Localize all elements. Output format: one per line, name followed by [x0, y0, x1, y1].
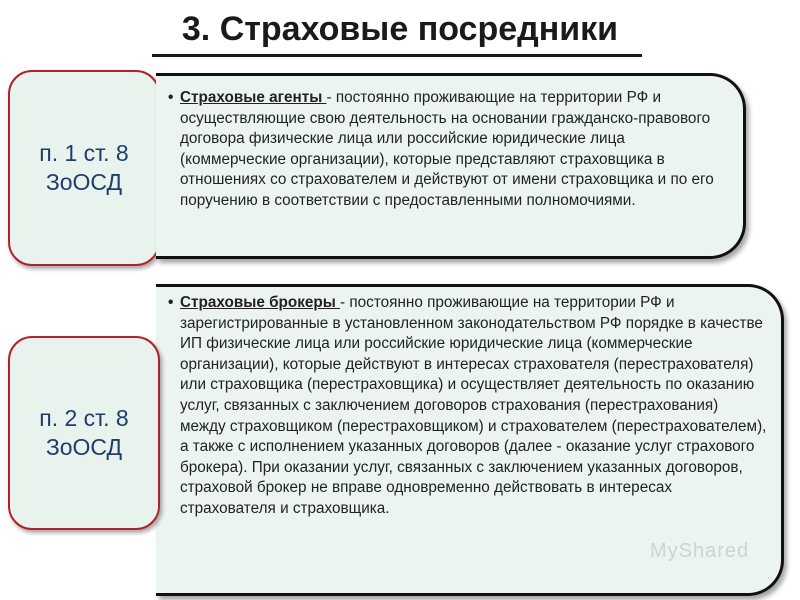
page-title: 3. Страховые посредники — [181, 10, 619, 48]
bullet: • — [168, 89, 174, 106]
law-reference-article: п. 2 ст. 8 — [39, 405, 129, 431]
agents-definition-text: - постоянно проживающие на территории РФ и осуществляющие свою деятельность на основании гражданско-правового договора физические лица или российские юридические лица (коммерческие организации), которые представляют страховщика в отношениях со страхователем и действуют от имени страховщика и по его поручению в соответствии с предоставленными полномочиями. — [180, 89, 714, 209]
bullet: • — [168, 294, 174, 311]
term-agents: Страховые агенты — [180, 89, 327, 106]
agents-definition-box — [156, 73, 746, 259]
term-brokers: Страховые брокеры — [180, 294, 341, 311]
law-reference-article: п. 1 ст. 8 — [39, 140, 129, 166]
watermark-logo: MyShared — [650, 540, 750, 562]
law-reference-law: ЗоОСД — [45, 434, 123, 460]
law-reference-brokers — [8, 336, 160, 530]
law-reference-agents — [8, 70, 160, 266]
title-underline — [152, 54, 642, 57]
brokers-definition-text: - постоянно проживающие на территории РФ и зарегистрированные в установленном законодательством РФ порядке в качестве ИП физические лица или российские юридические лица (коммерческие организации), которые действуют в интересах страхователя (перестрахователя) или страховщика (перестраховщика) и осуществляет деятельность по оказанию услуг, связанных с заключением договоров страхования (перестрахования) между страховщиком (перестраховщиком) и страхователем (перестрахователем), а также с исполнением указанных договоров (далее - оказание услуг страхового брокера). При оказании услуг, связанных с заключением указанных договоров, страховой брокер не вправе одновременно действовать в интересах страхователя и страховщика. — [180, 294, 767, 517]
law-reference-law: ЗоОСД — [45, 169, 123, 195]
